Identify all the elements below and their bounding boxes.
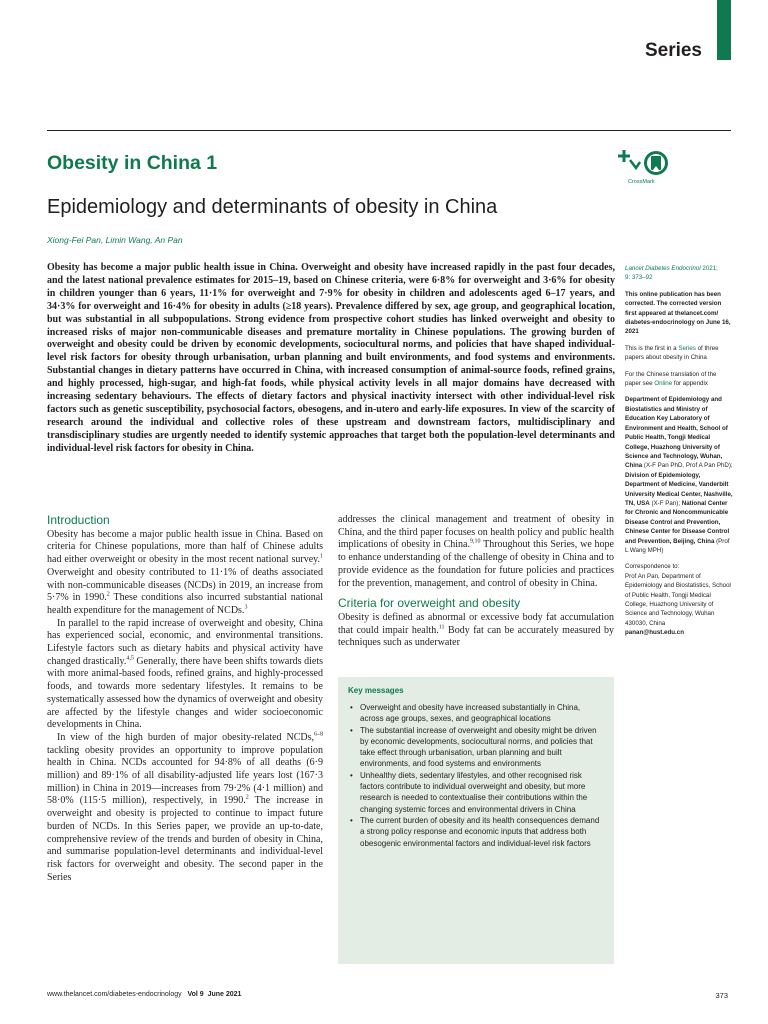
key-messages-heading: Key messages (348, 686, 404, 695)
abstract: Obesity has become a major public health issue in China. Overweight and obesity have increased rapidly in the past four decades, and the latest national prevalence estimates for 2015–19, based on Chinese criteria, were 6·8% for overweight and 3·6% for obesity in children younger than 6 years, 11·1% for overweight and 7·9% for obesity in children and adolescents aged 6–17 years, and 34·3% for overweight and 16·4% for obesity in adults (≥18 years). Prevalence differed by sex, age group, and geographical location, but was substantial in all subpopulations. Strong evidence from prospective cohort studies has linked overweight and obesity to increased risks of major non-communicable diseases and premature mortality in Chinese populations. The growing burden of overweight and obesity could be driven by economic developments, sociocultural norms, and policies that have shaped individual-level risk factors for obesity through urbanisation, urban planning and built environments, and food systems and environments. Substantial changes in dietary patterns have occurred in China, with increased consumption of animal-source foods, refined grains, and highly processed, high-sugar, and high-fat foods, while physical activity levels in all major domains have decreased with increasing sedentary behaviours. The effects of dietary factors and physical inactivity intersect with other individual-level risk factors such as genetic susceptibility, psychosocial factors, obesogens, and in-utero and early-life exposures. In view of the scarcity of research around the individual and collective roles of these upstream and downstream factors, multidisciplinary and transdisciplinary studies are urgently needed to identify systemic approaches that target both the population-level determinants and individual-level risk factors for obesity in China. (47, 262, 615, 454)
author-list: Xiong-Fei Pan, Limin Wang, An Pan (47, 235, 183, 245)
journal-url[interactable]: www.thelancet.com/diabetes-endocrinology (47, 991, 182, 998)
reference-marker[interactable]: 1 (320, 553, 323, 560)
section-label: Series (644, 40, 702, 61)
citation-journal: Lancet Diabetes Endocrinol (625, 265, 701, 272)
series-link[interactable]: Series (678, 344, 696, 352)
reference-marker[interactable]: 6–8 (314, 731, 323, 738)
intro-paragraph-2: In parallel to the rapid increase of overweight and obesity, China has experienced social, economic, and environmental transitions. Lifestyle factors such as dietary habits and physical activity have changed drastically.$^{4,5}$ Generally, there have been shifts towards diets with more animal-based foods, refined grains, and highly-processed foods, and towards more sedentary lifestyles. It remains to be systematically assessed how the dynamics of overweight and obesity are affected by the lifestyle changes and wider socioeconomic developments in China. (47, 617, 323, 731)
body-column-2 (338, 514, 614, 650)
correspondence: Correspondence to: Prof An Pan, Department of Epidemiology and Biostatistics, School of Public Health, Tongji Medical College, Huazhong University of Science and Technology, Wuhan 430030, China panan@hust.edu.cn (625, 563, 731, 637)
citation-pages: 9: 373–92 (625, 274, 653, 282)
reference-marker[interactable]: 2 (245, 795, 249, 802)
key-message-item: • Unhealthy diets, sedentary lifestyles, and other recognised risk factors contribute to individual overweight and obesity, but more research is needed to contextualise their contributions within the changing systemic forces and environmental drivers in China (360, 770, 604, 815)
intro-paragraph-continued: addresses the clinical management and treatment of obesity in China, and the third paper focuses on health policy and public health implications of obesity in China.$^{9,10}$ Throughout this Series, we hope to enhance understanding of the challenge of obesity in China and to provide evidence as the foundation for future policies and practices for the prevention, management, and control of obesity in China. (338, 514, 614, 589)
crossmark-icon (616, 146, 672, 180)
affiliations: Department of Epidemiology and Biostatistics and Ministry of Education Key Laboratory of Environment and Health, School of Public Health, Tongji Medical College, Huazhong University of Science and Technology, Wuhan, China (X-F Pan PhD, Prof A Pan PhD); Division of Epidemiology, Department of Medicine, Vanderbilt University Medical Center, Nashville, TN, USA (X-F Pan); National Center for Chronic and Noncommunicable Disease Control and Prevention, Chinese Center for Disease Control and Prevention, Beijing, China (Prof L Wang MPH) (625, 396, 733, 554)
criteria-heading: Criteria for overweight and obesity (338, 596, 521, 611)
online-link[interactable]: Online (654, 380, 673, 388)
header-accent-bar (717, 0, 731, 60)
key-message-item: • Overweight and obesity have increased substantially in China, across age groups, sexes, and geographical locations (360, 702, 604, 725)
body-column-1 (47, 514, 323, 884)
reference-marker[interactable]: 2 (106, 591, 110, 598)
criteria-paragraph-1: Obesity is defined as abnormal or excessive body fat accumulation that could impair health.$^{11}$ Body fat can be accurately measured by techniques such as underwater (338, 611, 614, 649)
series-note: This is the first in a Series of three papers about obesity in China (625, 344, 719, 362)
article-title: Epidemiology and determinants of obesity in China (47, 196, 498, 218)
series-kicker: Obesity in China 1 (47, 152, 218, 174)
key-message-item: • The substantial increase of overweight and obesity might be driven by economic developments, sociocultural norms, and policies that take effect through urbanisation, urban planning and built environments, and food systems and environments (360, 725, 604, 770)
intro-paragraph-1: Obesity has become a major public health issue in China. Based on criteria for Chinese populations, more than half of Chinese adults had either overweight or obesity in the most recent national survey.$^1$ Overweight and obesity contributed to 11·1% of deaths associated with non-communicable diseases (NCDs) in 2019, an increase from 5·7% in 1990.$^2$ These conditions also incurred substantial national health expenditure for the management of NCDs.$^3$ (47, 528, 323, 616)
citation: Lancet Diabetes Endocrinol 2021; 9: 373–92 (625, 265, 718, 282)
translation-note: For the Chinese translation of the paper see Online for appendix (625, 370, 717, 388)
key-messages-panel (338, 677, 614, 964)
introduction-heading: Introduction (47, 513, 110, 527)
crossmark-label: CrossMark (628, 179, 655, 185)
sidebar (625, 264, 733, 645)
correction-note: This online publication has been corrected. The corrected version first appeared at thelancet.com/ diabetes-endocrinology on June 16, 2021 (625, 290, 731, 336)
key-message-item: • The current burden of obesity and its health consequences demand a strong policy response and economic inputs that address both obesogenic environmental factors and individual-level risk factors (360, 815, 604, 849)
footer-citation: www.thelancet.com/diabetes-endocrinology Vol 9 June 2021 (47, 991, 242, 998)
reference-marker[interactable]: 9,10 (470, 539, 481, 546)
reference-marker[interactable]: 4,5 (126, 655, 134, 662)
correspondence-email[interactable]: panan@hust.edu.cn (625, 629, 684, 637)
intro-paragraph-3: In view of the high burden of major obesity-related NCDs,$^{6-8}$ tackling obesity provides an opportunity to improve population health in China. NCDs accounted for 94·8% of all deaths (6·9 million) and 89·1% of all disability-adjusted life years lost (167·3 million) in China in 2019—increases from 79·2% (4·1 million) and 58·0% (115·5 million), respectively, in 1990.$^2$ The increase in overweight and obesity is projected to continue to impact future burden of NCDs. In this Series paper, we provide an up-to-date, comprehensive review of the trends and burden of obesity in China, and summarise population-level determinants and individual-level risk factors for overweight and obesity. The second paper in the Series (47, 731, 323, 883)
reference-marker[interactable]: 11 (438, 624, 445, 631)
crossmark-badge[interactable] (616, 146, 672, 192)
page-number: 373 (715, 991, 728, 1000)
header-rule (47, 130, 731, 131)
key-messages-list (348, 702, 604, 849)
reference-marker[interactable]: 3 (244, 604, 248, 611)
